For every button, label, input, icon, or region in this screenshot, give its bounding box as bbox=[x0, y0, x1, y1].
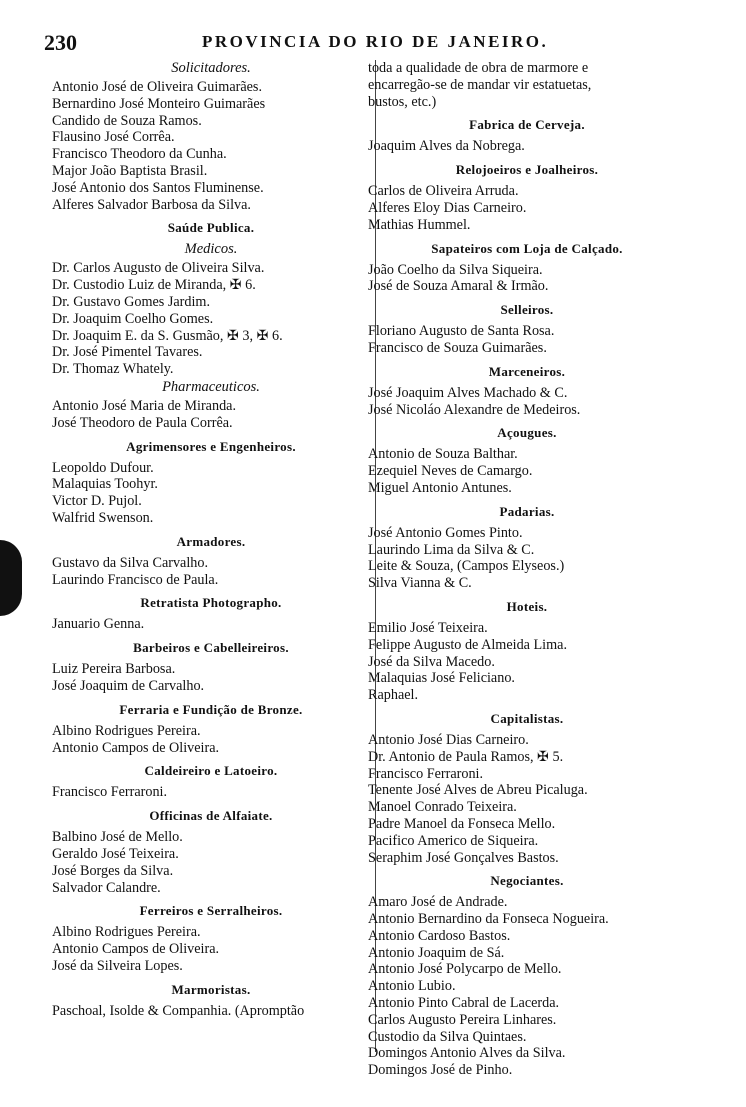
list-item: Floriano Augusto de Santa Rosa. bbox=[368, 323, 555, 340]
list-item: Walfrid Swenson. bbox=[52, 509, 154, 526]
section-heading: Açougues. bbox=[497, 425, 557, 441]
list-item: Antonio Pinto Cabral de Lacerda. bbox=[368, 995, 560, 1012]
list-item: Antonio de Souza Balthar. bbox=[368, 446, 518, 463]
list-item: José Theodoro de Paula Corrêa. bbox=[52, 414, 233, 431]
list-item: Miguel Antonio Antunes. bbox=[368, 479, 512, 496]
section-heading: Solicitadores. bbox=[171, 60, 251, 76]
list-item: Malaquias José Feliciano. bbox=[368, 670, 515, 687]
list-item: Laurindo Lima da Silva & C. bbox=[368, 541, 535, 558]
list-item: Carlos Augusto Pereira Linhares. bbox=[368, 1011, 557, 1028]
section-heading: Retratista Photographo. bbox=[140, 595, 282, 611]
list-item: Albino Rodrigues Pereira. bbox=[52, 924, 201, 941]
list-item: Ezequiel Neves de Camargo. bbox=[368, 463, 533, 480]
list-item: Francisco Theodoro da Cunha. bbox=[52, 146, 227, 163]
section-heading: Fabrica de Cerveja. bbox=[469, 117, 585, 133]
list-item: Francisco de Souza Guimarães. bbox=[368, 339, 547, 356]
list-item: Seraphim José Gonçalves Bastos. bbox=[368, 849, 559, 866]
section-heading: Marmoristas. bbox=[171, 981, 251, 997]
list-item: Luiz Pereira Barbosa. bbox=[52, 661, 176, 678]
list-item: Victor D. Pujol. bbox=[52, 493, 142, 510]
list-item: Gustavo da Silva Carvalho. bbox=[52, 554, 209, 571]
list-item: José da Silva Macedo. bbox=[368, 653, 495, 670]
list-item: Tenente José Alves de Abreu Picaluga. bbox=[368, 782, 588, 799]
list-item: Padre Manoel da Fonseca Mello. bbox=[368, 815, 556, 832]
list-item: Antonio Campos de Oliveira. bbox=[52, 941, 220, 958]
margin-ornament bbox=[0, 540, 22, 616]
section-heading: Barbeiros e Cabelleireiros. bbox=[133, 640, 289, 656]
list-item: Balbino José de Mello. bbox=[52, 829, 183, 846]
list-item: Dr. Custodio Luiz de Miranda, ✠ 6. bbox=[52, 277, 256, 294]
list-item: José da Silveira Lopes. bbox=[52, 957, 183, 974]
list-item: Amaro José de Andrade. bbox=[368, 894, 508, 911]
list-item: Antonio José Maria de Miranda. bbox=[52, 397, 237, 414]
list-item: José Joaquim Alves Machado & C. bbox=[368, 384, 568, 401]
section-heading: Ferreiros e Serralheiros. bbox=[139, 903, 283, 919]
list-item: Custodio da Silva Quintaes. bbox=[368, 1028, 527, 1045]
section-heading: Capitalistas. bbox=[490, 710, 564, 726]
list-item: Joaquim Alves da Nobrega. bbox=[368, 138, 525, 155]
list-item: Antonio Lubio. bbox=[368, 978, 456, 995]
list-item: José Borges da Silva. bbox=[52, 862, 174, 879]
list-item: José Joaquim de Carvalho. bbox=[52, 677, 205, 694]
section-heading: Padarias. bbox=[499, 503, 555, 519]
subsection-heading: Medicos. bbox=[184, 241, 238, 258]
list-item: João Coelho da Silva Siqueira. bbox=[368, 261, 543, 278]
list-item: Domingos José de Pinho. bbox=[368, 1062, 513, 1079]
page-title: PROVINCIA DO RIO DE JANEIRO. bbox=[202, 32, 549, 51]
list-item: José de Souza Amaral & Irmão. bbox=[368, 278, 549, 295]
section-heading: Ferraria e Fundição de Bronze. bbox=[119, 701, 303, 717]
section-heading: Agrimensores e Engenheiros. bbox=[126, 438, 296, 454]
list-item: Paschoal, Isolde & Companhia. (Apromptão bbox=[52, 1002, 305, 1019]
list-item: Antonio Joaquim de Sá. bbox=[368, 944, 505, 961]
list-item: Raphael. bbox=[368, 687, 419, 704]
list-item: Dr. José Pimentel Tavares. bbox=[52, 344, 203, 361]
section-heading: Marceneiros. bbox=[488, 363, 566, 379]
list-item: Francisco Ferraroni. bbox=[368, 765, 484, 782]
page-number: 230 bbox=[44, 30, 77, 55]
continuation-line: bustos, etc.) bbox=[368, 93, 437, 110]
list-item: Antonio Cardoso Bastos. bbox=[368, 927, 511, 944]
list-item: Dr. Carlos Augusto de Oliveira Silva. bbox=[52, 260, 265, 277]
section-heading: Negociantes. bbox=[490, 873, 564, 889]
subsection-heading: Pharmaceuticos. bbox=[162, 378, 260, 395]
section-heading: Sapateiros com Loja de Calçado. bbox=[431, 240, 623, 256]
continuation-line: encarregão-se de mandar vir estatuetas, bbox=[368, 76, 592, 93]
left-column bbox=[52, 60, 370, 1019]
section-heading: Selleiros. bbox=[500, 302, 554, 318]
list-item: Pacifico Americo de Siqueira. bbox=[368, 832, 539, 849]
list-item: Dr. Thomaz Whately. bbox=[52, 361, 174, 378]
list-item: Geraldo José Teixeira. bbox=[52, 845, 179, 862]
page-header bbox=[30, 30, 730, 54]
right-column bbox=[368, 60, 686, 1079]
list-item: Dr. Joaquim E. da S. Gusmão, ✠ 3, ✠ 6. bbox=[52, 327, 283, 344]
list-item: Dr. Antonio de Paula Ramos, ✠ 5. bbox=[368, 748, 564, 765]
list-item: Dr. Gustavo Gomes Jardim. bbox=[52, 293, 211, 310]
list-item: Laurindo Francisco de Paula. bbox=[52, 571, 219, 588]
list-item: Felippe Augusto de Almeida Lima. bbox=[368, 636, 567, 653]
list-item: Salvador Calandre. bbox=[52, 879, 161, 896]
list-item: Antonio Campos de Oliveira. bbox=[52, 739, 220, 756]
list-item: Silva Vianna & C. bbox=[368, 575, 472, 592]
list-item: Major João Baptista Brasil. bbox=[52, 162, 208, 179]
list-item: Candido de Souza Ramos. bbox=[52, 112, 202, 129]
list-item: Dr. Joaquim Coelho Gomes. bbox=[52, 310, 214, 327]
list-item: Flausino José Corrêa. bbox=[52, 129, 175, 146]
list-item: Alferes Eloy Dias Carneiro. bbox=[368, 199, 527, 216]
list-item: Domingos Antonio Alves da Silva. bbox=[368, 1045, 566, 1062]
list-item: José Antonio Gomes Pinto. bbox=[368, 524, 523, 541]
list-item: Emilio José Teixeira. bbox=[368, 619, 488, 636]
list-item: Leopoldo Dufour. bbox=[52, 459, 154, 476]
list-item: Antonio José Dias Carneiro. bbox=[368, 731, 529, 748]
section-heading: Armadores. bbox=[176, 533, 246, 549]
list-item: José Antonio dos Santos Fluminense. bbox=[52, 179, 264, 196]
list-item: Antonio José Polycarpo de Mello. bbox=[368, 961, 562, 978]
list-item: Carlos de Oliveira Arruda. bbox=[368, 183, 519, 200]
list-item: José Nicoláo Alexandre de Medeiros. bbox=[368, 401, 581, 418]
list-item: Alferes Salvador Barbosa da Silva. bbox=[52, 196, 251, 213]
list-item: Albino Rodrigues Pereira. bbox=[52, 722, 201, 739]
list-item: Januario Genna. bbox=[52, 616, 145, 633]
list-item: Francisco Ferraroni. bbox=[52, 784, 168, 801]
section-heading: Saúde Publica. bbox=[167, 220, 255, 236]
list-item: Antonio Bernardino da Fonseca Nogueira. bbox=[368, 911, 609, 928]
section-heading: Officinas de Alfaiate. bbox=[149, 808, 273, 824]
list-item: Malaquias Toohyr. bbox=[52, 476, 158, 493]
list-item: Manoel Conrado Teixeira. bbox=[368, 799, 517, 816]
list-item: Antonio José de Oliveira Guimarães. bbox=[52, 79, 262, 95]
list-item: Bernardino José Monteiro Guimarães bbox=[52, 95, 266, 112]
list-item: Mathias Hummel. bbox=[368, 216, 471, 233]
list-item: Leite & Souza, (Campos Elyseos.) bbox=[368, 558, 565, 575]
section-heading: Relojoeiros e Joalheiros. bbox=[455, 162, 599, 178]
section-heading: Hoteis. bbox=[506, 598, 548, 614]
continuation-line: toda a qualidade de obra de marmore e bbox=[368, 60, 589, 76]
section-heading: Caldeireiro e Latoeiro. bbox=[144, 763, 278, 779]
